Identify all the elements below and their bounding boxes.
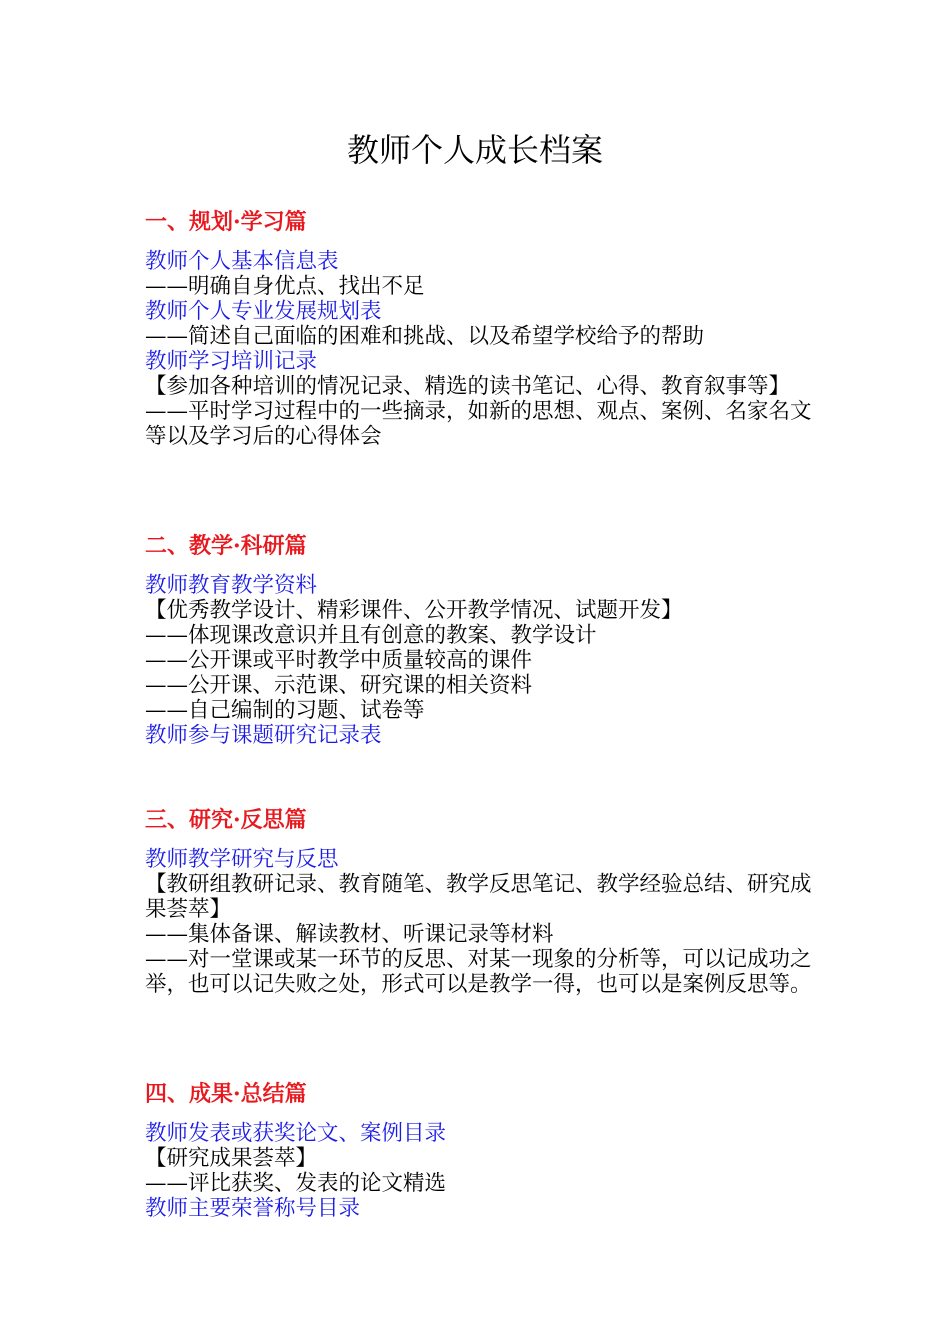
text-line: 【研究成果荟萃】 [145, 1146, 318, 1171]
link-honors-list[interactable]: 教师主要荣誉称号目录 [145, 1196, 361, 1221]
text-line: 【教研组教研记录、教育随笔、教学反思笔记、教学经验总结、研究成果荟萃】 [145, 872, 812, 922]
text-line: ——平时学习过程中的一些摘录，如新的思想、观点、案例、名家名文等以及学习后的心得体会 [145, 399, 812, 449]
text-line: ——对一堂课或某一环节的反思、对某一现象的分析等，可以记成功之举，也可以记失败之处，形式可以是教学一得，也可以是案例反思等。 [145, 947, 812, 997]
text-line: 【参加各种培训的情况记录、精选的读书笔记、心得、教育叙事等】 [145, 374, 791, 399]
text-line: ——自己编制的习题、试卷等 [145, 698, 425, 723]
section-research-reflection [145, 807, 815, 997]
text-line: 【优秀教学设计、精彩课件、公开教学情况、试题开发】 [145, 598, 683, 623]
link-teaching-research-reflection[interactable]: 教师教学研究与反思 [145, 847, 339, 872]
text-line: ——公开课、示范课、研究课的相关资料 [145, 673, 533, 698]
section-teaching-research [145, 533, 815, 748]
link-professional-development-plan[interactable]: 教师个人专业发展规划表 [145, 299, 382, 324]
link-training-record[interactable]: 教师学习培训记录 [145, 349, 318, 374]
section-heading: 一、规划·学习篇 [145, 209, 307, 235]
text-line: ——体现课改意识并且有创意的教案、教学设计 [145, 623, 597, 648]
link-research-project-record[interactable]: 教师参与课题研究记录表 [145, 723, 382, 748]
link-teaching-materials[interactable]: 教师教育教学资料 [145, 573, 318, 598]
section-achievements-summary [145, 1081, 815, 1221]
section-heading: 二、教学·科研篇 [145, 533, 307, 559]
link-published-papers-list[interactable]: 教师发表或获奖论文、案例目录 [145, 1121, 447, 1146]
section-heading: 三、研究·反思篇 [145, 807, 307, 833]
section-heading: 四、成果·总结篇 [145, 1081, 307, 1107]
document-title: 教师个人成长档案 [346, 131, 603, 169]
text-line: ——公开课或平时教学中质量较高的课件 [145, 648, 533, 673]
text-line: ——集体备课、解读教材、听课记录等材料 [145, 922, 554, 947]
text-line: ——评比获奖、发表的论文精选 [145, 1171, 447, 1196]
section-planning-learning [145, 209, 815, 449]
text-line: ——明确自身优点、找出不足 [145, 274, 425, 299]
link-teacher-basic-info-form[interactable]: 教师个人基本信息表 [145, 249, 339, 274]
text-line: ——简述自己面临的困难和挑战、以及希望学校给予的帮助 [145, 324, 705, 349]
